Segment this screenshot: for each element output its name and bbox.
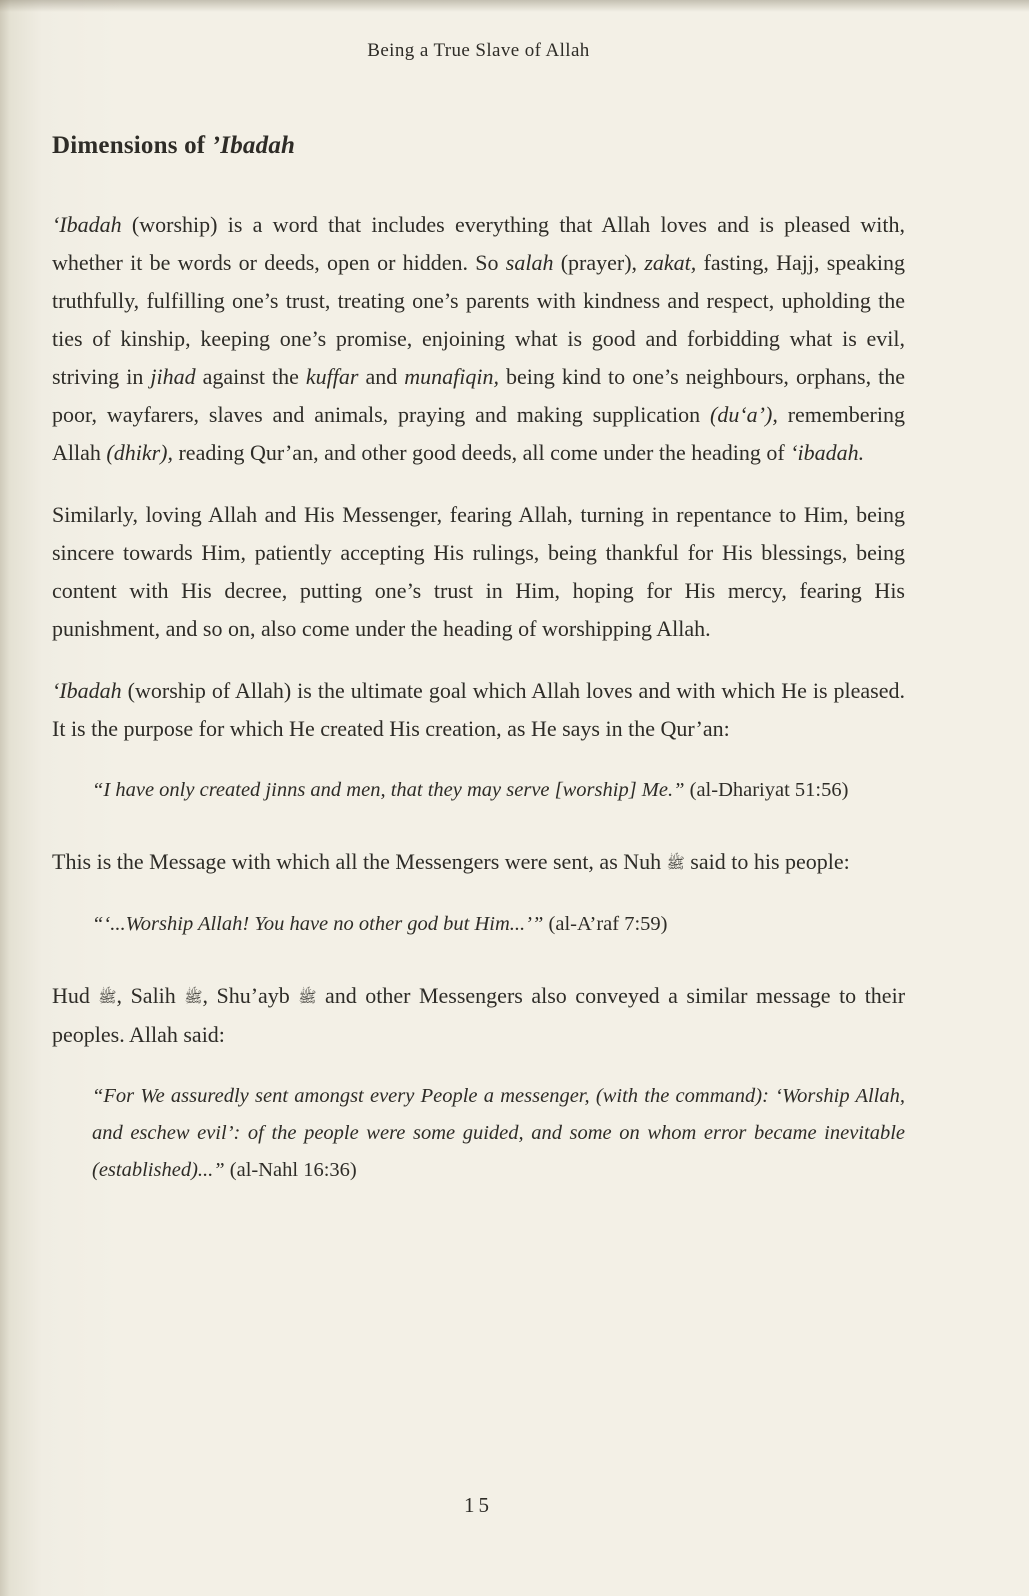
text-run: (dhikr), bbox=[106, 440, 173, 465]
text-run: said to his people: bbox=[684, 849, 850, 874]
text-run: ‘ibadah. bbox=[790, 440, 865, 465]
text-run: (du‘a’), bbox=[710, 402, 778, 427]
honorific-symbol: ﷺ bbox=[666, 854, 685, 872]
text-run: ‘Ibadah bbox=[52, 212, 122, 237]
text-run: Similarly, loving Allah and His Messenger, fearing Allah, turning in repentance to Him, being sincere towards Him, patiently accepting His rulings, being thankful for His blessings, being content with His decree, putting one’s trust in Him, hoping for His mercy, fearing His punishment, and so on, also come under the heading of worshipping Allah. bbox=[52, 502, 905, 641]
section-heading bbox=[52, 132, 905, 160]
quote bbox=[92, 1078, 905, 1189]
text-run: (al-A’raf 7:59) bbox=[543, 913, 668, 935]
paragraph bbox=[52, 496, 905, 648]
text-run: ‘Ibadah bbox=[52, 678, 122, 703]
text-run: being kind to one’s neighbours, orphans, the poor, wayfarers, slaves and animals, praying and making supplication bbox=[52, 364, 905, 427]
text-run: and other Messengers also conveyed a similar message to their peoples. Allah said: bbox=[52, 983, 906, 1047]
text-run: This is the Message with which all the Messengers were sent, as Nuh bbox=[52, 849, 667, 874]
text-run: (worship of Allah) is the ultimate goal which Allah loves and with which He is pleased. It is the purpose for which He created His creation, as He says in the Qur’an: bbox=[52, 678, 905, 741]
text-run: remembering Allah bbox=[52, 402, 905, 465]
paragraph bbox=[52, 843, 905, 882]
text-run: (worship) is a word that includes everything that Allah loves and is pleased with, whether it be words or deeds, open or hidden. So bbox=[52, 212, 905, 275]
text-run: against the bbox=[195, 364, 306, 389]
text-run: , Salih bbox=[116, 983, 185, 1008]
section-heading-emphasis: ’Ibadah bbox=[211, 132, 296, 159]
text-run: kuffar bbox=[305, 364, 359, 389]
text-run: , Shu’ayb bbox=[202, 983, 299, 1008]
text-run: “I have only created jinns and men, that they may serve [worship] Me.” bbox=[92, 779, 685, 801]
text-run: jihad bbox=[150, 364, 196, 389]
text-run: zakat, bbox=[644, 250, 697, 275]
running-header: Being a True Slave of Allah bbox=[367, 40, 590, 61]
paragraph bbox=[52, 206, 905, 472]
honorific-symbol: ﷺ bbox=[298, 988, 317, 1006]
text-run: fasting, Hajj, speaking truthfully, fulfilling one’s trust, treating one’s parents with kindness and respect, upholding the ties of kinship, keeping one’s promise, enjoining what is good and forbidding what is evil, striving in bbox=[52, 250, 905, 389]
page-body bbox=[52, 206, 905, 1189]
paragraph bbox=[52, 977, 905, 1054]
quote bbox=[92, 906, 905, 943]
text-run: (al-Dhariyat 51:56) bbox=[684, 779, 849, 801]
text-run: (al-Nahl 16:36) bbox=[224, 1159, 357, 1181]
section-heading-prefix: Dimensions of bbox=[52, 132, 212, 159]
text-run: (prayer), bbox=[553, 250, 645, 275]
text-run: reading Qur’an, and other good deeds, all come under the heading of bbox=[172, 440, 791, 465]
text-run: salah bbox=[505, 250, 554, 275]
paragraph bbox=[52, 672, 905, 748]
honorific-symbol: ﷺ bbox=[184, 988, 203, 1006]
page-number: 15 bbox=[464, 1493, 493, 1517]
text-run: munafiqin, bbox=[404, 364, 499, 389]
text-run: Hud bbox=[52, 983, 99, 1008]
text-run: and bbox=[358, 364, 405, 389]
honorific-symbol: ﷺ bbox=[98, 988, 117, 1006]
text-run: “For We assuredly sent amongst every People a messenger, (with the command): ‘Worship Allah, and eschew evil’: of the people were some guided, and some on whom error became inevitable (established)...” bbox=[92, 1085, 905, 1181]
quote bbox=[92, 772, 905, 809]
text-run: “‘...Worship Allah! You have no other god but Him...’” bbox=[92, 913, 544, 935]
